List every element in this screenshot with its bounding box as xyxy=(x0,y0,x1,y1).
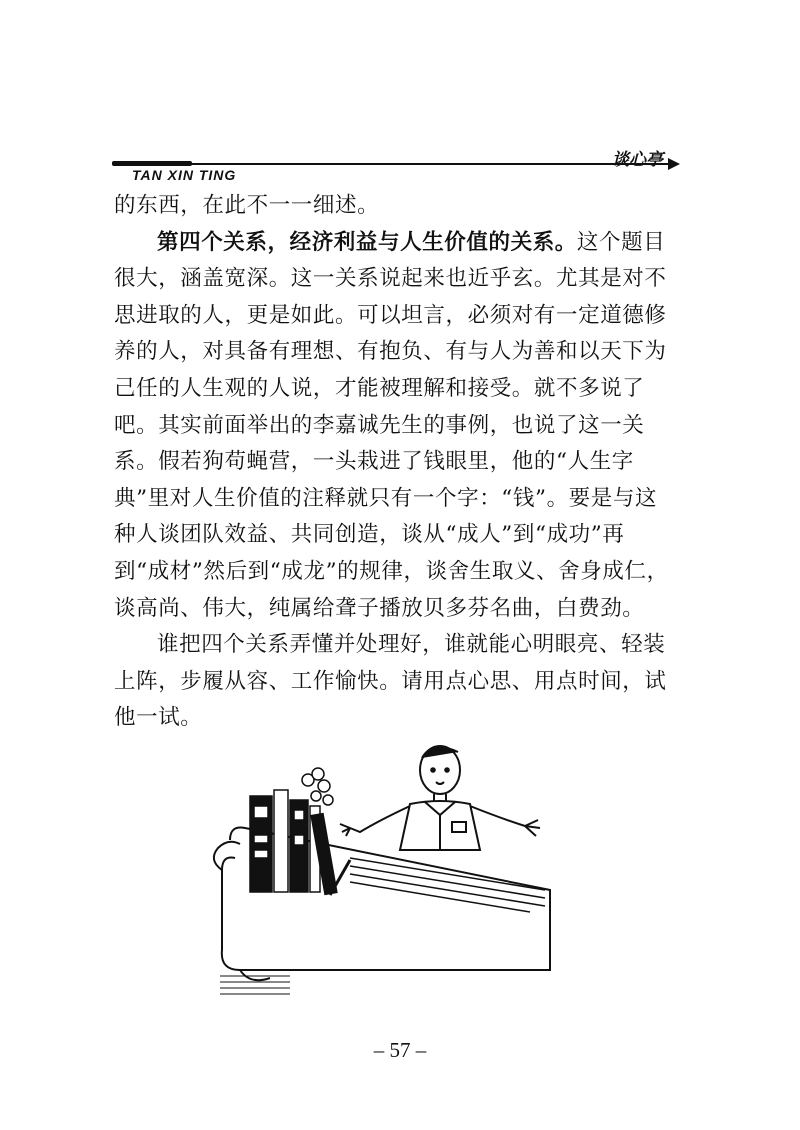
paragraph-text: 的东西，在此不一一细述。 xyxy=(114,193,380,218)
paragraph-lead: 第四个关系，经济利益与人生价值的关系。 xyxy=(157,229,577,255)
running-header xyxy=(112,150,680,187)
arrow-icon xyxy=(668,158,680,170)
paragraph xyxy=(114,188,674,225)
header-chinese-title: 谈心亭 xyxy=(612,150,663,170)
paragraph-text: 这个题目很大，涵盖宽深。这一关系说起来也近乎玄。尤其是对不思进取的人，更是如此。可以坦言，必须对有一定道德修养的人，对具备有理想、有抱负、有与人为善和以天下为己任的人生观的人说，才能被理解和接受。就不多说了吧。其实前面举出的李嘉诚先生的事例，也说了这一关系。假若狗苟蝇营，一头栽进了钱眼里，他的“人生字典”里对人生价值的注释就只有一个字：“钱”。要是与这种人谈团队效益、共同创造，谈从“成人”到“成功”再到“成材”然后到“成龙”的规律，谈舍生取义、舍身成仁，谈高尚、伟大，纯属给聋子播放贝多芬名曲，白费劲。 xyxy=(114,229,669,621)
paragraph-text: 谁把四个关系弄懂并处理好，谁就能心明眼亮、轻装上阵，步履从容、工作愉快。请用点心思、用点时间，试他一试。 xyxy=(114,632,667,731)
illustration-man-with-books xyxy=(200,740,580,1000)
header-rule xyxy=(172,163,672,165)
header-latin-title: TAN XIN TING xyxy=(132,167,237,183)
paragraph xyxy=(114,627,674,737)
paragraph xyxy=(114,225,674,628)
page-number: – 57 – xyxy=(373,1038,427,1062)
body-text xyxy=(114,188,674,737)
